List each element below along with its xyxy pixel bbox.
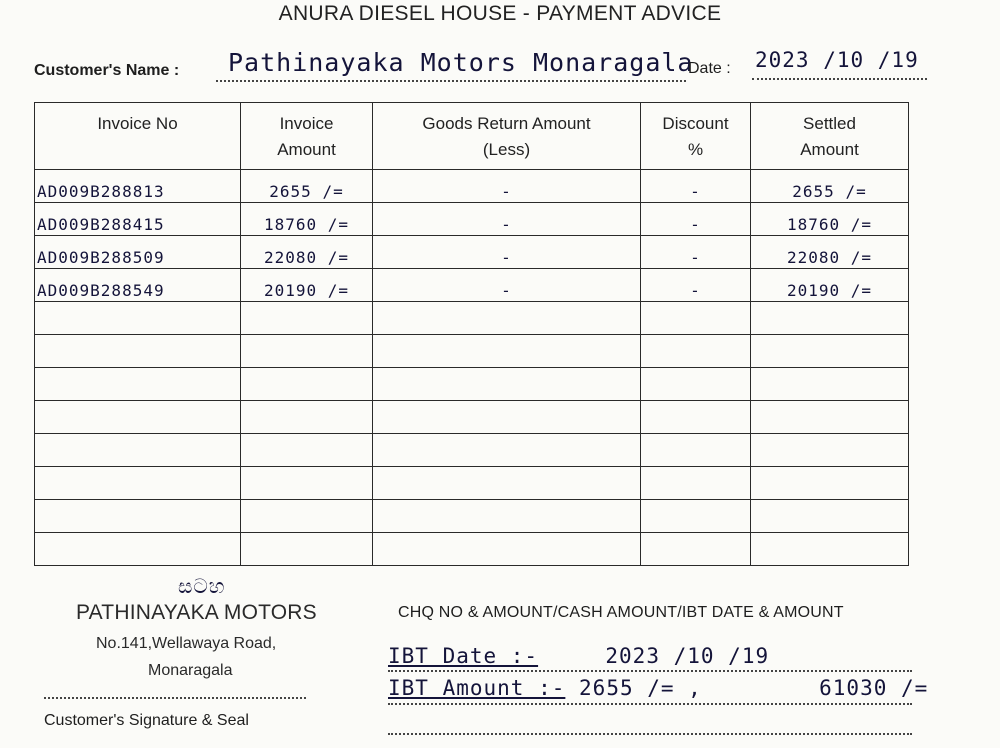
table-header-row xyxy=(35,103,909,170)
empty-table-row xyxy=(35,434,909,467)
empty-table-row xyxy=(35,467,909,500)
date-value: 2023 /10 /19 xyxy=(755,48,919,72)
signature-label: Customer's Signature & Seal xyxy=(44,712,249,729)
column-header: Discount % xyxy=(641,103,751,170)
payment-header: CHQ NO & AMOUNT/CASH AMOUNT/IBT DATE & AMOUNT xyxy=(398,604,844,621)
discount-cell: - xyxy=(641,269,751,302)
shop-town: Monaragala xyxy=(148,662,233,679)
empty-cell xyxy=(35,368,241,401)
empty-cell xyxy=(35,434,241,467)
table-row xyxy=(35,236,909,269)
customer-name-line xyxy=(216,80,686,82)
empty-cell xyxy=(641,500,751,533)
empty-cell xyxy=(35,335,241,368)
empty-table-row xyxy=(35,368,909,401)
empty-cell xyxy=(641,401,751,434)
document-title: ANURA DIESEL HOUSE - PAYMENT ADVICE xyxy=(278,2,722,25)
empty-cell xyxy=(751,500,909,533)
empty-cell xyxy=(641,434,751,467)
table-row xyxy=(35,170,909,203)
empty-cell xyxy=(641,368,751,401)
empty-cell xyxy=(241,500,373,533)
invoice-amount-cell: 18760 /= xyxy=(241,203,373,236)
extra-line-dots xyxy=(388,733,912,735)
date-line xyxy=(752,78,927,80)
settled-amount-cell: 18760 /= xyxy=(751,203,909,236)
empty-cell xyxy=(35,401,241,434)
discount-cell: - xyxy=(641,236,751,269)
empty-cell xyxy=(241,434,373,467)
goods-return-cell: - xyxy=(373,236,641,269)
settled-amount-cell: 2655 /= xyxy=(751,170,909,203)
invoice-no-cell: AD009B288509 xyxy=(35,236,241,269)
empty-table-row xyxy=(35,302,909,335)
date-label: Date : xyxy=(688,60,731,77)
column-header: Invoice No xyxy=(35,103,241,170)
invoice-table xyxy=(34,102,909,566)
invoice-no-cell: AD009B288549 xyxy=(35,269,241,302)
empty-cell xyxy=(641,467,751,500)
table-row xyxy=(35,203,909,236)
shop-address: No.141,Wellawaya Road, xyxy=(96,635,277,652)
empty-table-row xyxy=(35,533,909,566)
empty-cell xyxy=(751,335,909,368)
ibt-date-value: 2023 /10 /19 xyxy=(605,644,770,668)
empty-cell xyxy=(35,500,241,533)
ibt-amount-total: 61030 /= xyxy=(819,676,929,700)
empty-cell xyxy=(751,434,909,467)
empty-cell xyxy=(241,335,373,368)
empty-cell xyxy=(751,533,909,566)
empty-cell xyxy=(641,302,751,335)
ibt-amount-dots xyxy=(388,703,912,705)
customer-name-value: Pathinayaka Motors Monaragala xyxy=(228,48,694,77)
customer-name-label: Customer's Name : xyxy=(34,62,180,79)
empty-table-row xyxy=(35,401,909,434)
ibt-amount-label: IBT Amount :- xyxy=(388,676,566,700)
empty-cell xyxy=(241,467,373,500)
empty-cell xyxy=(35,302,241,335)
empty-cell xyxy=(751,368,909,401)
ibt-amount-line xyxy=(388,676,928,700)
empty-cell xyxy=(751,302,909,335)
column-header: Invoice Amount xyxy=(241,103,373,170)
seal-signature: සටහ xyxy=(178,574,226,598)
column-header: Settled Amount xyxy=(751,103,909,170)
empty-cell xyxy=(751,467,909,500)
goods-return-cell: - xyxy=(373,269,641,302)
invoice-amount-cell: 20190 /= xyxy=(241,269,373,302)
empty-cell xyxy=(641,533,751,566)
empty-cell xyxy=(373,302,641,335)
settled-amount-cell: 22080 /= xyxy=(751,236,909,269)
ibt-date-dots xyxy=(388,670,912,672)
empty-cell xyxy=(35,533,241,566)
invoice-no-cell: AD009B288813 xyxy=(35,170,241,203)
empty-cell xyxy=(241,533,373,566)
empty-cell xyxy=(373,533,641,566)
discount-cell: - xyxy=(641,203,751,236)
empty-cell xyxy=(751,401,909,434)
shop-name: PATHINAYAKA MOTORS xyxy=(76,601,317,624)
empty-cell xyxy=(641,335,751,368)
empty-cell xyxy=(373,368,641,401)
column-header: Goods Return Amount (Less) xyxy=(373,103,641,170)
empty-cell xyxy=(373,467,641,500)
table-row xyxy=(35,269,909,302)
empty-cell xyxy=(241,401,373,434)
empty-cell xyxy=(241,302,373,335)
empty-cell xyxy=(241,368,373,401)
empty-table-row xyxy=(35,335,909,368)
empty-cell xyxy=(373,401,641,434)
empty-cell xyxy=(373,335,641,368)
settled-amount-cell: 20190 /= xyxy=(751,269,909,302)
invoice-amount-cell: 2655 /= xyxy=(241,170,373,203)
empty-cell xyxy=(373,500,641,533)
empty-cell xyxy=(35,467,241,500)
ibt-amount-value: 2655 /= , xyxy=(579,676,702,700)
invoice-no-cell: AD009B288415 xyxy=(35,203,241,236)
ibt-date-line xyxy=(388,644,769,668)
goods-return-cell: - xyxy=(373,170,641,203)
empty-cell xyxy=(373,434,641,467)
discount-cell: - xyxy=(641,170,751,203)
signature-line xyxy=(44,697,306,699)
empty-table-row xyxy=(35,500,909,533)
goods-return-cell: - xyxy=(373,203,641,236)
ibt-date-label: IBT Date :- xyxy=(388,644,539,668)
invoice-amount-cell: 22080 /= xyxy=(241,236,373,269)
